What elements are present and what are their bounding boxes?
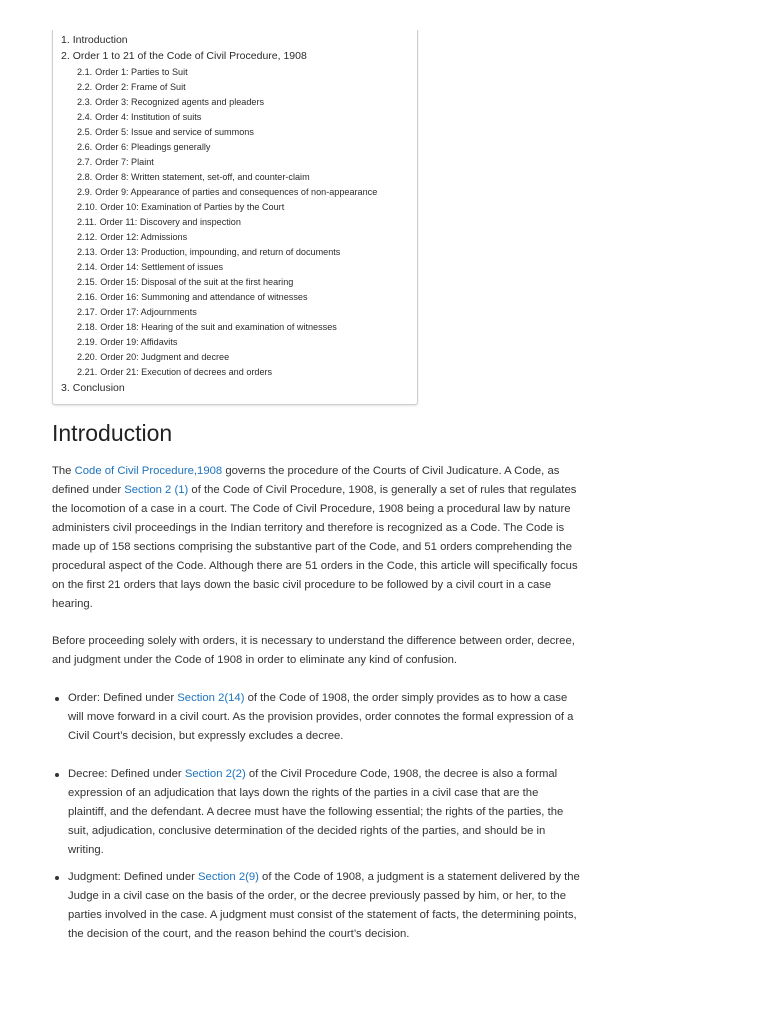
toc-item-order-17[interactable]: 2.17. Order 17: Adjournments (77, 307, 197, 317)
list-item-order: Order: Defined under Section 2(14) of the Code of 1908, the order simply provides as to how a case will move forward in a civil court. As the provision provides, order connotes the formal expression of a Civil Court’s decision, but expressly excludes a decree. (52, 689, 580, 746)
toc-item-order-16[interactable]: 2.16. Order 16: Summoning and attendance of witnesses (77, 292, 308, 302)
definitions-list (52, 689, 580, 944)
toc-item-order-1[interactable]: 2.1. Order 1: Parties to Suit (77, 67, 188, 77)
intro-paragraph: The Code of Civil Procedure,1908 governs the procedure of the Courts of Civil Judicature. A Code, as defined under Section 2 (1) of the Code of Civil Procedure, 1908, is generally a set of rules that regulates the locomotion of a case in a court. The Code of Civil Procedure, 1908 being a procedural law by nature administers civil proceedings in the Indian territory and therefore is recognized as a Code. The Code is made up of 158 sections comprising the substantive part of the Code, and 51 orders comprehending the procedural aspect of the Code. Although there are 51 orders in the Code, this article will specifically focus on the first 21 orders that lays down the basic civil procedure to be followed by a civil court in a case hearing. (52, 465, 578, 610)
list-item-decree: Decree: Defined under Section 2(2) of the Civil Procedure Code, 1908, the decree is also a formal expression of an adjudication that lays down the rights of the parties in a civil case that are the plaintiff, and the defendant. A decree must have the following essential; the rights of the parties, the suit, adjudication, conclusive determination of the decided rights of the parties, and should be in writing. (52, 765, 580, 860)
list-item-judgment: Judgment: Defined under Section 2(9) of the Code of 1908, a judgment is a statement delivered by the Judge in a civil case on the basis of the order, or the decree previously passed by him, or her, to the parties involved in the case. A judgment must consist of the statement of facts, the determining points, the decision of the court, and the reason behind the court’s decision. (52, 868, 580, 944)
toc-item-order-3[interactable]: 2.3. Order 3: Recognized agents and pleaders (77, 97, 265, 107)
section-2-9-link[interactable]: Section 2(9) (198, 871, 259, 883)
toc-item-conclusion[interactable]: 3. Conclusion (61, 382, 125, 394)
toc-item-order-13[interactable]: 2.13. Order 13: Production, impounding, and return of documents (77, 247, 341, 257)
section-heading: Introduction (52, 420, 173, 446)
cpc-link[interactable]: Code of Civil Procedure,1908 (74, 465, 223, 477)
toc-item-order-4[interactable]: 2.4. Order 4: Institution of suits (77, 112, 202, 122)
toc-item-orders[interactable]: 2. Order 1 to 21 of the Code of Civil Procedure, 1908 (61, 50, 307, 62)
toc-item-order-10[interactable]: 2.10. Order 10: Examination of Parties by the Court (77, 202, 285, 212)
toc-item-order-21[interactable]: 2.21. Order 21: Execution of decrees and orders (77, 367, 273, 377)
toc-item-order-12[interactable]: 2.12. Order 12: Admissions (77, 232, 188, 242)
table-of-contents (52, 30, 418, 405)
toc-item-order-7[interactable]: 2.7. Order 7: Plaint (77, 157, 154, 167)
toc-item-order-20[interactable]: 2.20. Order 20: Judgment and decree (77, 352, 230, 362)
toc-item-order-15[interactable]: 2.15. Order 15: Disposal of the suit at the first hearing (77, 277, 294, 287)
toc-item-order-11[interactable]: 2.11. Order 11: Discovery and inspection (77, 217, 241, 227)
section-2-2-link[interactable]: Section 2(2) (184, 768, 246, 780)
section-2-14-link[interactable]: Section 2(14) (177, 692, 245, 704)
toc-item-order-19[interactable]: 2.19. Order 19: Affidavits (77, 337, 178, 347)
section-2-1-link[interactable]: Section 2 (1) (124, 484, 189, 496)
toc-item-order-2[interactable]: 2.2. Order 2: Frame of Suit (77, 82, 186, 92)
toc-item-order-8[interactable]: 2.8. Order 8: Written statement, set-off, and counter-claim (77, 172, 310, 182)
toc-item-order-9[interactable]: 2.9. Order 9: Appearance of parties and consequences of non-appearance (77, 187, 378, 197)
toc-item-order-14[interactable]: 2.14. Order 14: Settlement of issues (77, 262, 224, 272)
toc-item-order-18[interactable]: 2.18. Order 18: Hearing of the suit and examination of witnesses (77, 322, 337, 332)
toc-item-introduction[interactable]: 1. Introduction (61, 34, 128, 46)
difference-paragraph: Before proceeding solely with orders, it is necessary to understand the difference between order, decree, and judgment under the Code of 1908 in order to eliminate any kind of confusion. (52, 635, 575, 666)
toc-item-order-6[interactable]: 2.6. Order 6: Pleadings generally (77, 142, 211, 152)
article-body (52, 462, 580, 944)
toc-item-order-5[interactable]: 2.5. Order 5: Issue and service of summons (77, 127, 254, 137)
